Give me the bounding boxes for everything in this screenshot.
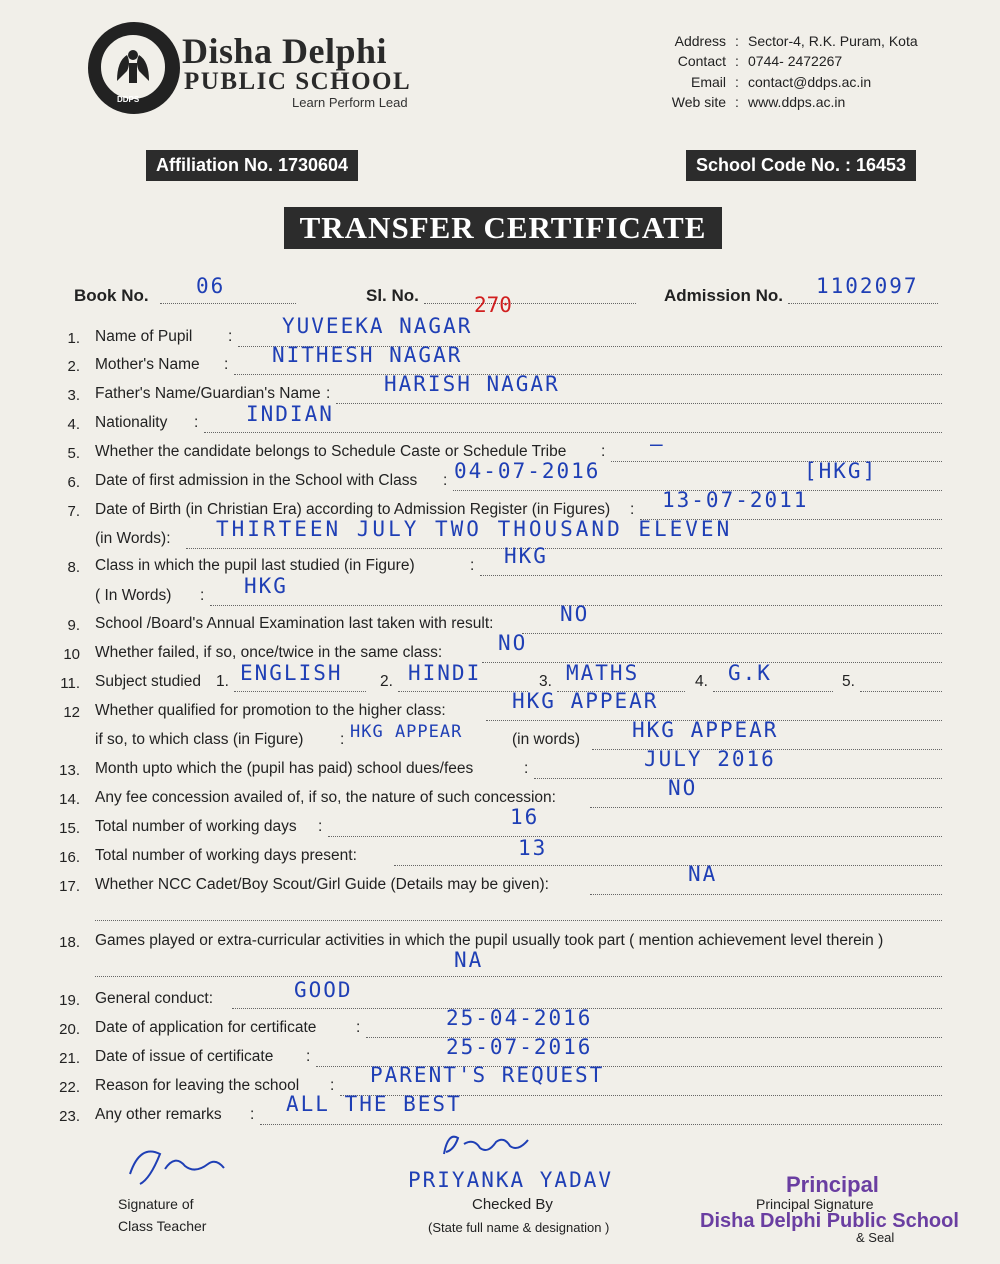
field-9-num: 9. [67,617,80,634]
field-15-value: 16 [510,805,540,829]
field-18-num: 18. [59,934,80,951]
field-3-num: 3. [67,387,80,404]
field-4-value: INDIAN [246,402,334,426]
field-6-value: 04-07-2016 [454,459,601,483]
checked-by-signature-icon [436,1124,556,1164]
field-23-num: 23. [59,1108,80,1125]
field-20-num: 20. [59,1021,80,1038]
field-12-value: HKG APPEAR [512,689,659,713]
subject-4: G.K [728,661,772,685]
field-19-num: 19. [59,992,80,1009]
subject-1: ENGLISH [240,661,343,685]
subject-2: HINDI [408,661,482,685]
field-5-label: Whether the candidate belongs to Schedule Caste or Schedule Tribe [95,443,567,460]
field-20-value: 25-04-2016 [446,1006,593,1030]
field-16-num: 16. [59,849,80,866]
field-8-words-label: ( In Words) [95,587,172,604]
admission-no-label: Admission No. [664,286,784,305]
field-22-value: PARENT'S REQUEST [370,1063,605,1087]
principal-stamp-school: Disha Delphi Public School [700,1210,959,1232]
field-16-label: Total number of working days present: [95,847,357,864]
school-logo [88,22,180,114]
field-20-label: Date of application for certificate [95,1019,317,1036]
contact-phone: Contact : 0744- 2472267 [677,53,843,69]
field-13-value: JULY 2016 [644,747,776,771]
field-6-num: 6. [67,474,80,491]
field-10-num: 10 [63,646,80,663]
field-18-value: NA [454,948,484,972]
field-19-label: General conduct: [95,990,214,1007]
sl-no-label: Sl. No. [366,286,419,305]
principal-seal-label: & Seal [856,1230,895,1245]
contact-address: Address : Sector-4, R.K. Puram, Kota [674,33,918,49]
book-no-value: 06 [196,274,226,298]
field-12b-value: HKG APPEAR [350,722,463,742]
field-12b-label2: (in words) [512,731,581,748]
field-9-label: School /Board's Annual Examination last taken with result: [95,615,494,632]
field-12b-words-value: HKG APPEAR [632,718,779,742]
principal-signature-label: Principal Signature [756,1196,874,1212]
sl-no-value: 270 [474,293,512,317]
field-11-label: Subject studied [95,673,201,690]
field-8-num: 8. [67,559,80,576]
field-10-label: Whether failed, if so, once/twice in the same class: [95,644,443,661]
field-7-words-label: (in Words): [95,530,171,547]
field-5-value: — [650,432,665,456]
field-19-value: GOOD [294,978,353,1002]
field-5-num: 5. [67,445,80,462]
field-15-num: 15. [59,820,80,837]
field-4-num: 4. [67,416,80,433]
field-9-value: NO [560,602,590,626]
field-16-value: 13 [518,836,548,860]
field-13-num: 13. [59,762,80,779]
contact-email: Email : contact@ddps.ac.in [690,74,872,90]
field-8-value: HKG [504,544,548,568]
field-12b-label: if so, to which class (in Figure) [95,731,304,748]
field-14-value: NO [668,776,698,800]
class-teacher-sig-line2: Class Teacher [118,1218,207,1234]
field-1-label: Name of Pupil [95,328,193,345]
checked-by-note: (State full name & designation ) [428,1220,610,1235]
school-tagline: Learn Perform Lead [292,95,408,110]
school-name: Disha Delphi [182,31,388,71]
admission-no-value: 1102097 [816,274,919,298]
field-8-words-value: HKG [244,574,288,598]
school-subtitle: PUBLIC SCHOOL [184,68,412,95]
field-17-label: Whether NCC Cadet/Boy Scout/Girl Guide (Details may be given): [95,876,549,893]
field-3-label: Father's Name/Guardian's Name [95,385,321,402]
field-11-num: 11. [60,675,80,692]
field-2-label: Mother's Name [95,356,200,373]
principal-stamp-title: Principal [786,1172,879,1197]
logo-text: DDPS [117,95,140,104]
hands-emblem-icon [107,41,159,93]
field-6-class-value: [HKG] [804,459,878,483]
field-2-value: NITHESH NAGAR [272,343,463,367]
affiliation-badge: Affiliation No. 1730604 [146,150,358,181]
field-8-label: Class in which the pupil last studied (in Figure) [95,557,415,574]
field-4-label: Nationality [95,414,168,431]
field-12-label: Whether qualified for promotion to the higher class: [95,702,446,719]
checked-by-name: PRIYANKA YADAV [408,1168,614,1192]
school-code-badge: School Code No. : 16453 [686,150,916,181]
field-14-label: Any fee concession availed of, if so, the nature of such concession: [95,789,556,806]
field-15-label: Total number of working days [95,818,297,835]
field-23-label: Any other remarks [95,1106,222,1123]
field-7-label: Date of Birth (in Christian Era) according to Admission Register (in Figures) [95,501,611,518]
field-10-value: NO [498,631,528,655]
field-1-value: YUVEEKA NAGAR [282,314,473,338]
field-13-label: Month upto which the (pupil has paid) school dues/fees [95,760,474,777]
field-21-value: 25-07-2016 [446,1035,593,1059]
field-1-num: 1. [67,330,80,347]
book-no-label: Book No. [74,286,149,305]
field-21-num: 21. [59,1050,80,1067]
field-7-words-value: THIRTEEN JULY TWO THOUSAND ELEVEN [216,517,733,541]
field-7-value: 13-07-2011 [662,488,809,512]
field-17-value: NA [688,862,718,886]
field-21-label: Date of issue of certificate [95,1048,274,1065]
field-14-num: 14. [59,791,80,808]
subject-3: MATHS [566,661,640,685]
certificate-title: TRANSFER CERTIFICATE [299,210,707,245]
field-18-label: Games played or extra-curricular activities in which the pupil usually took part ( mention achievement level therein ) [95,932,884,949]
checked-by-label: Checked By [472,1196,553,1213]
field-2-num: 2. [67,358,80,375]
field-12-num: 12 [63,704,80,721]
field-6-label: Date of first admission in the School with Class [95,472,418,489]
field-17-num: 17. [59,878,80,895]
class-teacher-signature-icon [120,1134,240,1194]
field-22-label: Reason for leaving the school [95,1077,300,1094]
field-7-num: 7. [67,503,80,520]
field-3-value: HARISH NAGAR [384,372,560,396]
field-22-num: 22. [59,1079,80,1096]
contact-website: Web site : www.ddps.ac.in [671,94,846,110]
transfer-certificate-page: DDPS Disha Delphi PUBLIC SCHOOL Learn Perform Lead Address : Sector-4, R.K. Puram, Kota Contact : 0744- 2472267 Email : contact@ddps.ac.in Web site : www.ddps.ac.in Affiliation No. 1730604 School Code No. : 16453 TRANSFER CERTIFICATE Book No. 06 Sl. No. 270 Admission No. 1102097 1. Name of Pupil : YUVEEKA NAGAR 2. Mother's Name : NITHESH NAGAR 3. Father's Name/Guardian's Name : HARISH NAGAR 4. Nationality : INDIAN 5. Whether the candidate belongs to Schedule Caste or Schedule Tribe : — 6. Date of first admission in the School with Class : 04-07-2016 [HKG] 7. Date of Birth (in Christian Era) according to Admission Register (in Figures) : 13-07-2011 (in Words): THIRTEEN JULY TWO THOUSAND ELEVEN 8. Class in which the pupil last studied (in Figure) : HKG ( In Words) : HKG 9. School /Board's Annual Examination last taken with result: NO 10 Whether failed, if so, once/twice in the same class: NO 11. Subject studied 1. ENGLISH 2. HINDI 3. MATHS 4. G.K 5. 12 Whether qualified for promotion to the higher class: HKG APPEAR if so, to which class (in Figure) : HKG APPEAR (in words) HKG APPEAR 13. Month upto which the (pupil has paid) school dues/fees : JULY 2016 14. Any fee concession availed of, if so, the nature of such concession: NO 15. Total number of working days : 16 16. Total number of working days present: 13 17. Whether NCC Cadet/Boy Scout/Girl Guide (Details may be given): NA 18. Games played or extra-curricular activities in which the pupil usually took part ( mention achievement level therein ) NA 19. General conduct: GOOD 20. Date of application for certificate : 25-04-2016 21. Date of issue of certificate : 25-07-2016 22. Reason for leaving the school : PARENT'S REQUEST 23. Any other remarks : ALL THE BEST Signature of Class Teacher PRIYANKA YADAV Checked By (State full name & designation ) Principal Principal Signature Disha Delphi Public School & Seal [0,0,1000,1264]
class-teacher-sig-line1: Signature of [118,1196,194,1212]
field-23-value: ALL THE BEST [286,1092,462,1116]
